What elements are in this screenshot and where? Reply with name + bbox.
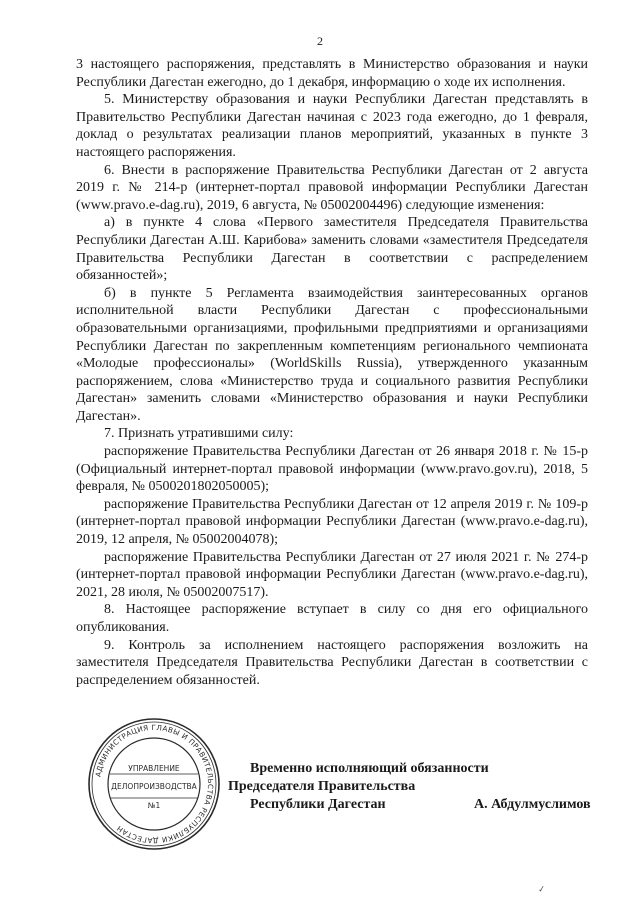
page-number: 2: [317, 34, 323, 48]
signatory-line1: Временно исполняющий обязанности: [250, 761, 489, 776]
paragraph-repeal-3: распоряжение Правительства Республики Дагестан от 27 июля 2021 г. № 274-р (интернет-портал правовой информации Республики Дагестан (www.pravo.e-dag.ru), 2021, 28 июля, № 05002007517).: [76, 549, 588, 600]
paragraph-item-7: 7. Признать утратившими силу:: [104, 426, 294, 442]
signatory-line2: Председателя Правительства: [228, 779, 416, 794]
paragraph-item-6a: а) в пункте 4 слова «Первого заместителя Председателя Правительства Республики Дагестан А.Ш. Карибова» заменить словами «заместителя Председателя Правительства Республики Дагестан в соответствии с распределением обязанностей»;: [76, 215, 588, 284]
paragraph-item-8: 8. Настоящее распоряжение вступает в силу со дня его официального опубликования.: [76, 602, 588, 635]
paragraph-repeal-1: распоряжение Правительства Республики Дагестан от 26 января 2018 г. № 15-р (Официальный интернет-портал правовой информации (www.pravo.gov.ru), 2018, 5 февраля, № 0500201802050005);: [76, 444, 588, 495]
official-seal: [86, 716, 222, 852]
paragraph-item-6: 6. Внести в распоряжение Правительства Республики Дагестан от 2 августа 2019 г. № 214-р (интернет-портал правовой информации Республики Дагестан (www.pravo.e-dag.ru), 2019, 6 августа, № 05002004496) следующие изменения:: [76, 162, 588, 213]
signatory-line3: Республики Дагестан: [250, 797, 386, 812]
signatory-name: А. Абдулмуслимов: [474, 797, 591, 812]
margin-mark: ✓: [537, 883, 547, 895]
seal-ring-text: АДМИНИСТРАЦИЯ ГЛАВЫ И ПРАВИТЕЛЬСТВА РЕСПУБЛИКИ ДАГЕСТАН: [93, 722, 216, 846]
paragraph-item-9: 9. Контроль за исполнением настоящего распоряжения возложить на заместителя Председателя Правительства Республики Дагестан в соответствии с распределением обязанностей.: [76, 637, 588, 688]
paragraph-item-5: 5. Министерству образования и науки Республики Дагестан представлять в Правительство Республики Дагестан начиная с 2023 года ежегодно, до 1 февраля, доклад о результатах реализации планов мероприятий, указанных в пункте 3 настоящего распоряжения.: [76, 92, 588, 160]
seal-inner-line2: ДЕЛОПРОИЗВОДСТВА: [111, 782, 197, 791]
document-body: [76, 56, 588, 689]
seal-inner-line3: №1: [147, 801, 161, 810]
paragraph-item-6b: б) в пункте 5 Регламента взаимодействия заинтересованных органов исполнительной власти Республики Дагестан с профессиональными образовательными организациями, профильными предприятиями и организациями Республики Дагестан по закрепленным компетенциям регионального чемпионата «Молодые профессионалы» (WorldSkills Russia), утвержденного указанным распоряжением, слова «Министерство труда и социального развития Республики Дагестан» заменить словами «Министерство образования и науки Республики Дагестан».: [76, 285, 588, 424]
seal-inner-line1: УПРАВЛЕНИЕ: [128, 764, 180, 773]
paragraph-repeal-2: распоряжение Правительства Республики Дагестан от 12 апреля 2019 г. № 109-р (интернет-портал правовой информации Республики Дагестан (www.pravo.e-dag.ru), 2019, 12 апреля, № 05002004078);: [76, 496, 588, 548]
paragraph-continuation: 3 настоящего распоряжения, представлять в Министерство образования и науки Республики Дагестан ежегодно, до 1 декабря, информацию о ходе их исполнения.: [76, 57, 588, 90]
